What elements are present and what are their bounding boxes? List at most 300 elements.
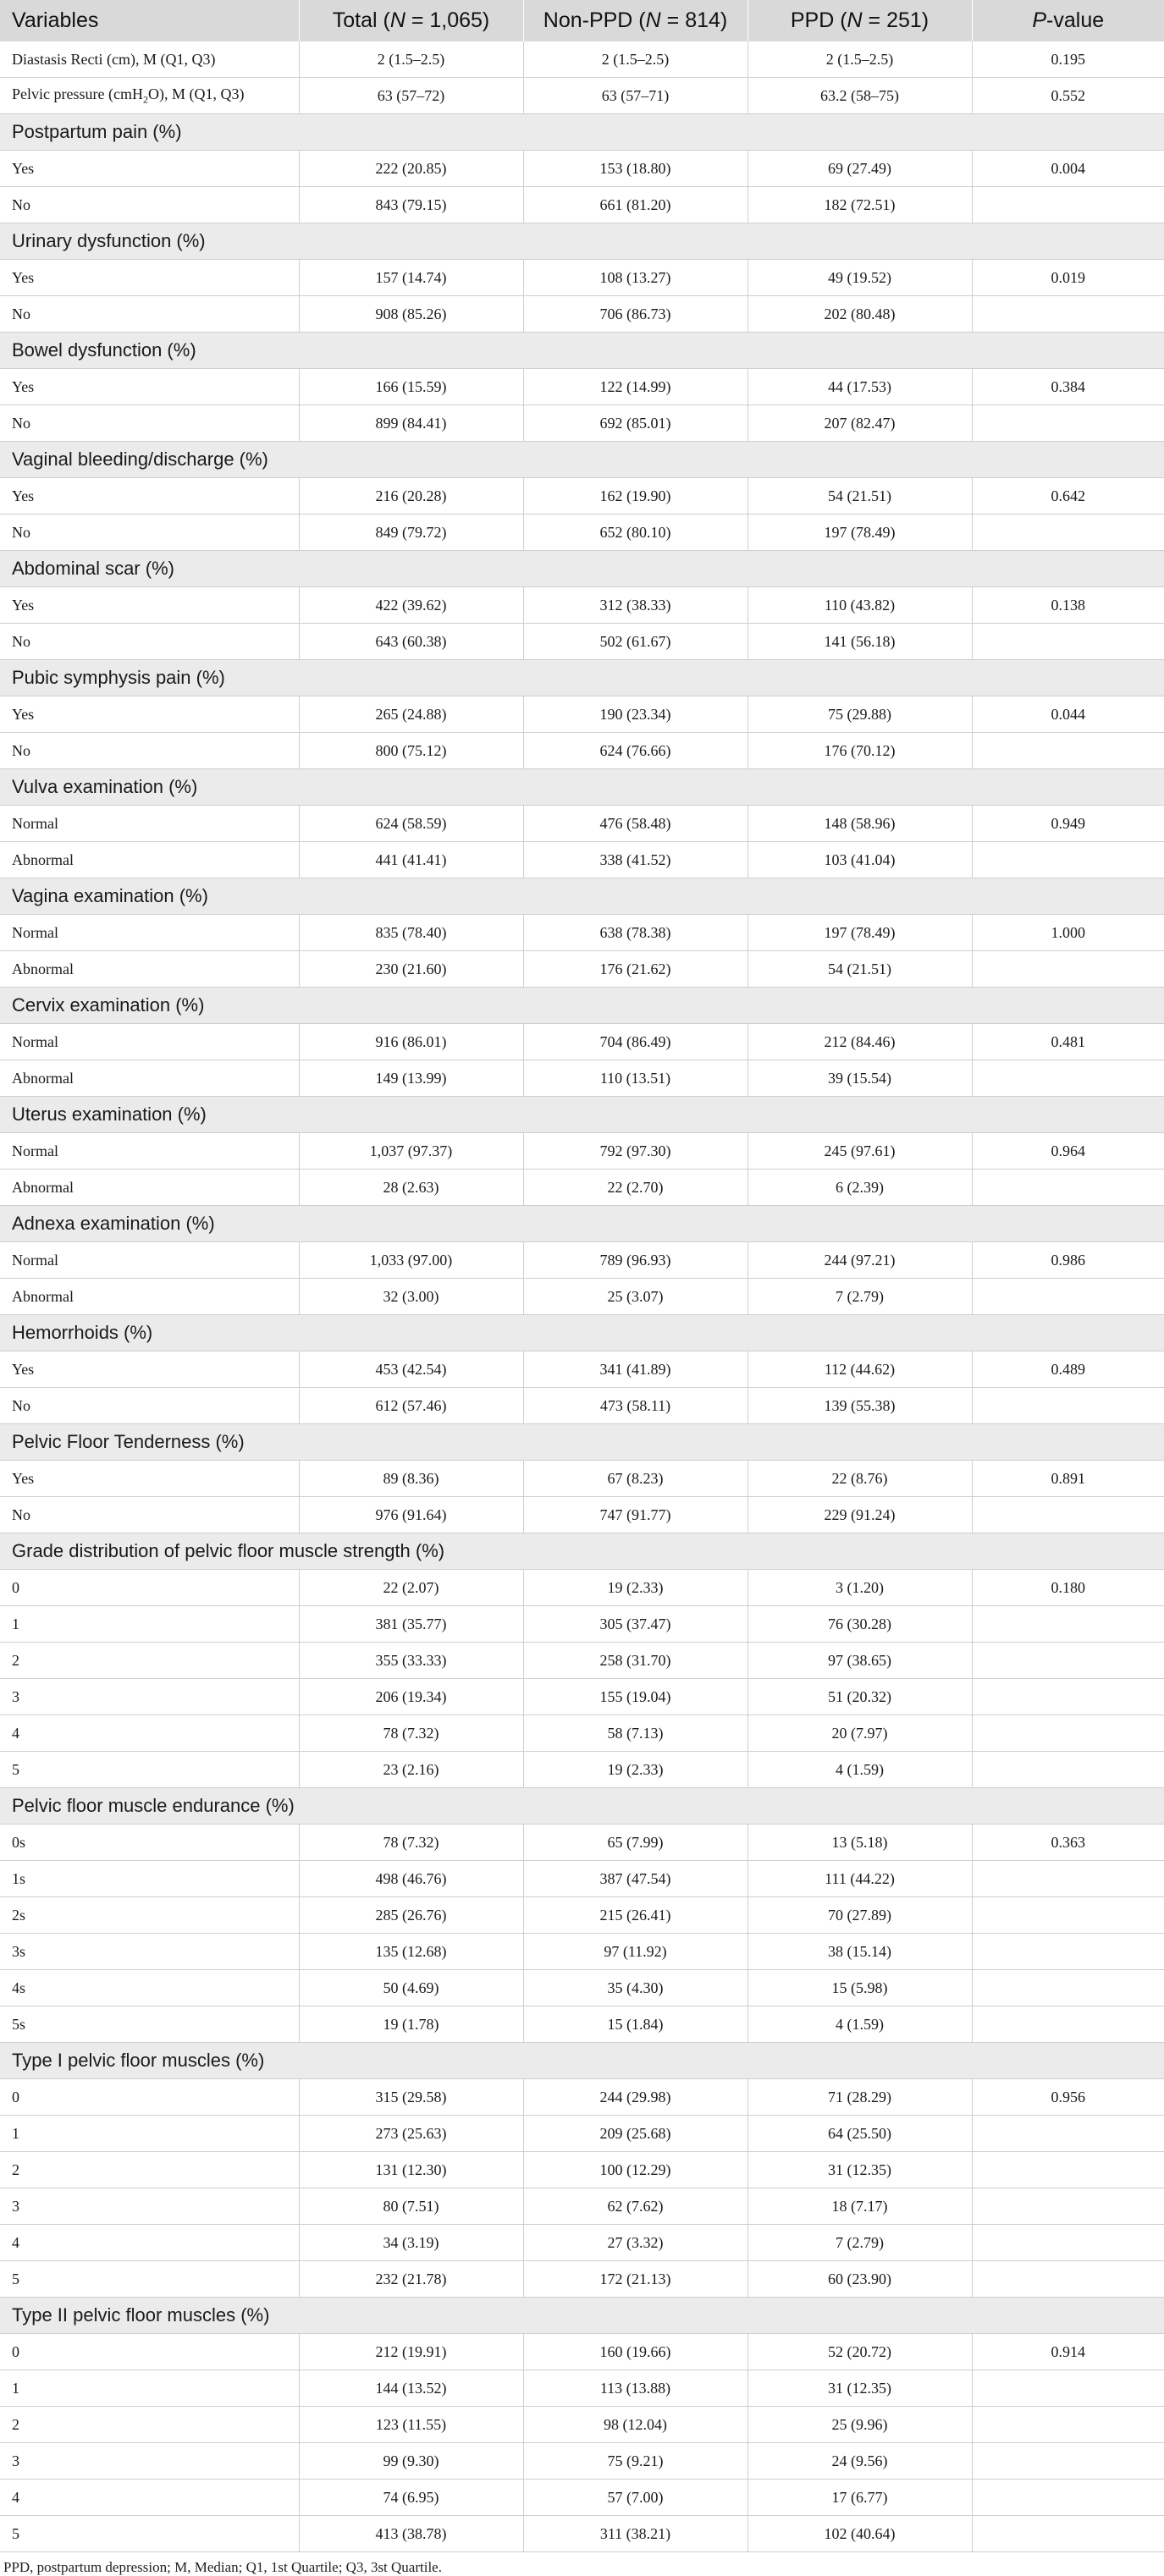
cell-pvalue (972, 2188, 1164, 2225)
section-title: Bowel dysfunction (%) (0, 333, 1164, 369)
table-row (0, 2225, 1164, 2261)
table-row (0, 1861, 1164, 1897)
cell-pvalue: 0.914 (972, 2334, 1164, 2370)
cell-ppd: 110 (43.82) (747, 587, 972, 624)
cell-total: 315 (29.58) (299, 2079, 523, 2116)
cell-ppd: 197 (78.49) (747, 915, 972, 951)
table-body (0, 41, 1164, 2552)
cell-nonppd: 624 (76.66) (523, 733, 747, 769)
table-header (0, 0, 1164, 41)
cell-total: 78 (7.32) (299, 1715, 523, 1752)
section-title: Pubic symphysis pain (%) (0, 660, 1164, 696)
section-title: Type II pelvic floor muscles (%) (0, 2298, 1164, 2334)
cell-ppd: 25 (9.96) (747, 2407, 972, 2443)
cell-total: 612 (57.46) (299, 1388, 523, 1424)
row-label: 2 (0, 2152, 299, 2188)
table-row (0, 1242, 1164, 1279)
cell-pvalue (972, 1897, 1164, 1934)
section-header-row (0, 1315, 1164, 1351)
header-total (299, 0, 523, 41)
section-header-row (0, 114, 1164, 151)
cell-pvalue (972, 2225, 1164, 2261)
header-ppd-a: PPD ( (790, 8, 847, 32)
cell-nonppd: 19 (2.33) (523, 1570, 747, 1606)
cell-total: 63 (57–72) (299, 78, 523, 114)
section-header-row (0, 1097, 1164, 1133)
cell-total: 206 (19.34) (299, 1679, 523, 1715)
table-row (0, 405, 1164, 442)
cell-nonppd: 305 (37.47) (523, 1606, 747, 1643)
table-row (0, 696, 1164, 733)
section-title: Uterus examination (%) (0, 1097, 1164, 1133)
cell-pvalue (972, 733, 1164, 769)
cell-ppd: 97 (38.65) (747, 1643, 972, 1679)
cell-pvalue (972, 187, 1164, 223)
cell-ppd: 49 (19.52) (747, 260, 972, 296)
cell-ppd: 7 (2.79) (747, 1279, 972, 1315)
cell-ppd: 13 (5.18) (747, 1825, 972, 1861)
row-label: 4 (0, 1715, 299, 1752)
table-row (0, 1679, 1164, 1715)
cell-total: 624 (58.59) (299, 806, 523, 842)
row-label: 1 (0, 2116, 299, 2152)
row-label: 1s (0, 1861, 299, 1897)
table-row (0, 733, 1164, 769)
cell-nonppd: 155 (19.04) (523, 1679, 747, 1715)
cell-ppd: 7 (2.79) (747, 2225, 972, 2261)
cell-nonppd: 57 (7.00) (523, 2480, 747, 2516)
cell-ppd: 139 (55.38) (747, 1388, 972, 1424)
cell-nonppd: 338 (41.52) (523, 842, 747, 878)
cell-total: 19 (1.78) (299, 2006, 523, 2043)
row-label: Normal (0, 915, 299, 951)
table-row (0, 41, 1164, 78)
header-ppd-n: N (847, 8, 863, 32)
cell-total: 355 (33.33) (299, 1643, 523, 1679)
cell-nonppd: 19 (2.33) (523, 1752, 747, 1788)
cell-ppd: 60 (23.90) (747, 2261, 972, 2298)
cell-nonppd: 215 (26.41) (523, 1897, 747, 1934)
table-row (0, 1606, 1164, 1643)
cell-ppd: 18 (7.17) (747, 2188, 972, 2225)
section-header-row (0, 1533, 1164, 1570)
header-total-n: N (389, 8, 405, 32)
cell-nonppd: 638 (78.38) (523, 915, 747, 951)
row-label: No (0, 624, 299, 660)
section-title: Postpartum pain (%) (0, 114, 1164, 151)
cell-nonppd: 172 (21.13) (523, 2261, 747, 2298)
table-row (0, 2188, 1164, 2225)
table-row (0, 624, 1164, 660)
row-label: Yes (0, 369, 299, 405)
cell-ppd: 212 (84.46) (747, 1024, 972, 1060)
row-label: Normal (0, 806, 299, 842)
cell-pvalue (972, 2116, 1164, 2152)
table-row (0, 260, 1164, 296)
cell-total: 123 (11.55) (299, 2407, 523, 2443)
cell-pvalue (972, 2370, 1164, 2407)
section-title: Vaginal bleeding/discharge (%) (0, 442, 1164, 478)
row-label-subscript: 2 (142, 93, 148, 106)
cell-ppd: 2 (1.5–2.5) (747, 41, 972, 78)
cell-total: 849 (79.72) (299, 515, 523, 551)
row-label: Normal (0, 1242, 299, 1279)
section-header-row (0, 2298, 1164, 2334)
section-title: Vagina examination (%) (0, 878, 1164, 915)
cell-ppd: 44 (17.53) (747, 369, 972, 405)
cell-pvalue (972, 296, 1164, 333)
cell-nonppd: 153 (18.80) (523, 151, 747, 187)
cell-total: 222 (20.85) (299, 151, 523, 187)
table-row (0, 1388, 1164, 1424)
section-header-row (0, 988, 1164, 1024)
cell-total: 34 (3.19) (299, 2225, 523, 2261)
cell-pvalue: 0.138 (972, 587, 1164, 624)
table-row (0, 1133, 1164, 1170)
table-row (0, 1752, 1164, 1788)
row-label: 5 (0, 2261, 299, 2298)
cell-ppd: 24 (9.56) (747, 2443, 972, 2480)
row-label: Yes (0, 478, 299, 515)
cell-pvalue (972, 1497, 1164, 1533)
cell-total: 230 (21.60) (299, 951, 523, 988)
cell-nonppd: 27 (3.32) (523, 2225, 747, 2261)
cell-total: 99 (9.30) (299, 2443, 523, 2480)
table-row (0, 915, 1164, 951)
cell-nonppd: 2 (1.5–2.5) (523, 41, 747, 78)
table-row (0, 587, 1164, 624)
cell-pvalue: 0.363 (972, 1825, 1164, 1861)
row-label (0, 41, 299, 78)
row-label: 3 (0, 2188, 299, 2225)
cell-total: 232 (21.78) (299, 2261, 523, 2298)
cell-total: 422 (39.62) (299, 587, 523, 624)
cell-nonppd: 162 (19.90) (523, 478, 747, 515)
cell-nonppd: 706 (86.73) (523, 296, 747, 333)
table-row (0, 1643, 1164, 1679)
cell-ppd: 63.2 (58–75) (747, 78, 972, 114)
cell-ppd: 15 (5.98) (747, 1970, 972, 2006)
cell-total: 131 (12.30) (299, 2152, 523, 2188)
cell-ppd: 112 (44.62) (747, 1351, 972, 1388)
cell-pvalue (972, 1679, 1164, 1715)
cell-total: 166 (15.59) (299, 369, 523, 405)
table-row (0, 151, 1164, 187)
cell-total: 976 (91.64) (299, 1497, 523, 1533)
table-row (0, 2006, 1164, 2043)
table-row (0, 1497, 1164, 1533)
cell-nonppd: 63 (57–71) (523, 78, 747, 114)
cell-total: 899 (84.41) (299, 405, 523, 442)
row-label: Yes (0, 587, 299, 624)
cell-nonppd: 97 (11.92) (523, 1934, 747, 1970)
cell-total: 1,037 (97.37) (299, 1133, 523, 1170)
cell-ppd: 141 (56.18) (747, 624, 972, 660)
cell-ppd: 6 (2.39) (747, 1170, 972, 1206)
row-label: 5 (0, 2516, 299, 2552)
cell-nonppd: 15 (1.84) (523, 2006, 747, 2043)
header-nonppd (523, 0, 747, 41)
cell-ppd: 4 (1.59) (747, 1752, 972, 1788)
cell-nonppd: 98 (12.04) (523, 2407, 747, 2443)
cell-nonppd: 747 (91.77) (523, 1497, 747, 1533)
cell-ppd: 176 (70.12) (747, 733, 972, 769)
cell-pvalue (972, 1279, 1164, 1315)
header-p-rest: -value (1046, 8, 1105, 32)
cell-nonppd: 122 (14.99) (523, 369, 747, 405)
header-variables (0, 0, 299, 41)
row-label: No (0, 187, 299, 223)
header-nonppd-a: Non-PPD ( (543, 8, 646, 32)
cell-total: 835 (78.40) (299, 915, 523, 951)
row-label-text: Pelvic pressure (cmH (12, 85, 143, 102)
section-title: Abdominal scar (%) (0, 551, 1164, 587)
table-row (0, 369, 1164, 405)
header-total-b: = 1,065) (405, 8, 490, 32)
cell-ppd: 207 (82.47) (747, 405, 972, 442)
cell-nonppd: 62 (7.62) (523, 2188, 747, 2225)
cell-pvalue (972, 951, 1164, 988)
cell-nonppd: 652 (80.10) (523, 515, 747, 551)
cell-total: 453 (42.54) (299, 1351, 523, 1388)
section-header-row (0, 769, 1164, 806)
table-row (0, 2407, 1164, 2443)
row-label: 4 (0, 2225, 299, 2261)
cell-nonppd: 258 (31.70) (523, 1643, 747, 1679)
row-label: 0 (0, 2079, 299, 2116)
row-label: Abnormal (0, 1060, 299, 1097)
cell-total: 285 (26.76) (299, 1897, 523, 1934)
row-label: 4 (0, 2480, 299, 2516)
cell-nonppd: 476 (58.48) (523, 806, 747, 842)
section-header-row (0, 442, 1164, 478)
cell-pvalue (972, 1861, 1164, 1897)
cell-total: 212 (19.91) (299, 2334, 523, 2370)
cell-ppd: 3 (1.20) (747, 1570, 972, 1606)
table-row (0, 1970, 1164, 2006)
table-row (0, 1715, 1164, 1752)
row-label: 0 (0, 1570, 299, 1606)
row-label: Yes (0, 696, 299, 733)
cell-ppd: 76 (30.28) (747, 1606, 972, 1643)
cell-pvalue (972, 1643, 1164, 1679)
cell-pvalue (972, 2516, 1164, 2552)
cell-pvalue: 0.552 (972, 78, 1164, 114)
section-header-row (0, 1424, 1164, 1461)
cell-total: 2 (1.5–2.5) (299, 41, 523, 78)
cell-total: 89 (8.36) (299, 1461, 523, 1497)
table-row (0, 951, 1164, 988)
cell-pvalue (972, 1970, 1164, 2006)
cell-total: 22 (2.07) (299, 1570, 523, 1606)
cell-pvalue: 0.004 (972, 151, 1164, 187)
row-label: Abnormal (0, 842, 299, 878)
table-row (0, 2480, 1164, 2516)
row-label: 0s (0, 1825, 299, 1861)
cell-ppd: 70 (27.89) (747, 1897, 972, 1934)
cell-ppd: 4 (1.59) (747, 2006, 972, 2043)
table-row (0, 78, 1164, 114)
section-title: Pelvic floor muscle endurance (%) (0, 1788, 1164, 1825)
cell-ppd: 148 (58.96) (747, 806, 972, 842)
row-label (0, 78, 299, 114)
table-row (0, 2261, 1164, 2298)
cell-total: 413 (38.78) (299, 2516, 523, 2552)
table-row (0, 1461, 1164, 1497)
cell-nonppd: 108 (13.27) (523, 260, 747, 296)
cell-pvalue: 0.986 (972, 1242, 1164, 1279)
table-row (0, 1170, 1164, 1206)
cell-pvalue: 0.481 (972, 1024, 1164, 1060)
cell-pvalue: 0.956 (972, 2079, 1164, 2116)
cell-total: 908 (85.26) (299, 296, 523, 333)
table-row (0, 1024, 1164, 1060)
cell-ppd: 51 (20.32) (747, 1679, 972, 1715)
cell-pvalue: 0.195 (972, 41, 1164, 78)
cell-ppd: 38 (15.14) (747, 1934, 972, 1970)
cell-pvalue (972, 2006, 1164, 2043)
cell-ppd: 69 (27.49) (747, 151, 972, 187)
cell-ppd: 39 (15.54) (747, 1060, 972, 1097)
cell-total: 149 (13.99) (299, 1060, 523, 1097)
cell-pvalue (972, 2443, 1164, 2480)
section-title: Type I pelvic floor muscles (%) (0, 2043, 1164, 2079)
cell-total: 441 (41.41) (299, 842, 523, 878)
cell-total: 498 (46.76) (299, 1861, 523, 1897)
cell-ppd: 202 (80.48) (747, 296, 972, 333)
table-row (0, 296, 1164, 333)
cell-pvalue (972, 1606, 1164, 1643)
section-title: Adnexa examination (%) (0, 1206, 1164, 1242)
cell-total: 643 (60.38) (299, 624, 523, 660)
cell-pvalue (972, 1170, 1164, 1206)
row-label: 3s (0, 1934, 299, 1970)
cell-nonppd: 704 (86.49) (523, 1024, 747, 1060)
row-label: 2 (0, 2407, 299, 2443)
section-header-row (0, 1788, 1164, 1825)
cell-pvalue (972, 1934, 1164, 1970)
cell-nonppd: 692 (85.01) (523, 405, 747, 442)
cell-total: 800 (75.12) (299, 733, 523, 769)
cell-ppd: 31 (12.35) (747, 2152, 972, 2188)
table-row (0, 1060, 1164, 1097)
header-variables-text: Variables (12, 8, 99, 32)
cell-ppd: 75 (29.88) (747, 696, 972, 733)
cell-nonppd: 312 (38.33) (523, 587, 747, 624)
row-label: 4s (0, 1970, 299, 2006)
cell-nonppd: 35 (4.30) (523, 1970, 747, 2006)
cell-total: 74 (6.95) (299, 2480, 523, 2516)
cell-nonppd: 502 (61.67) (523, 624, 747, 660)
cell-pvalue: 0.949 (972, 806, 1164, 842)
cell-pvalue: 0.019 (972, 260, 1164, 296)
table-row (0, 187, 1164, 223)
table-row (0, 2079, 1164, 2116)
cell-nonppd: 789 (96.93) (523, 1242, 747, 1279)
cell-pvalue (972, 515, 1164, 551)
cell-total: 78 (7.32) (299, 1825, 523, 1861)
cell-pvalue: 0.384 (972, 369, 1164, 405)
table-row (0, 2116, 1164, 2152)
row-label: 0 (0, 2334, 299, 2370)
cell-ppd: 64 (25.50) (747, 2116, 972, 2152)
table-row (0, 2334, 1164, 2370)
row-label: No (0, 515, 299, 551)
cell-nonppd: 176 (21.62) (523, 951, 747, 988)
cell-nonppd: 792 (97.30) (523, 1133, 747, 1170)
cell-pvalue (972, 2407, 1164, 2443)
row-label: 2s (0, 1897, 299, 1934)
row-label: Abnormal (0, 1170, 299, 1206)
cell-ppd: 54 (21.51) (747, 951, 972, 988)
cell-total: 80 (7.51) (299, 2188, 523, 2225)
cell-nonppd: 209 (25.68) (523, 2116, 747, 2152)
cell-nonppd: 387 (47.54) (523, 1861, 747, 1897)
row-label-text: Diastasis Recti (cm), M (Q1, Q3) (12, 50, 216, 68)
cell-nonppd: 25 (3.07) (523, 1279, 747, 1315)
cell-total: 381 (35.77) (299, 1606, 523, 1643)
section-title: Pelvic Floor Tenderness (%) (0, 1424, 1164, 1461)
cell-ppd: 111 (44.22) (747, 1861, 972, 1897)
cell-nonppd: 58 (7.13) (523, 1715, 747, 1752)
cell-total: 28 (2.63) (299, 1170, 523, 1206)
table-row (0, 515, 1164, 551)
cell-ppd: 20 (7.97) (747, 1715, 972, 1752)
cell-pvalue: 0.964 (972, 1133, 1164, 1170)
header-row (0, 0, 1164, 41)
section-header-row (0, 1206, 1164, 1242)
section-title: Hemorrhoids (%) (0, 1315, 1164, 1351)
row-label: 5 (0, 1752, 299, 1788)
header-pvalue (972, 0, 1164, 41)
cell-nonppd: 110 (13.51) (523, 1060, 747, 1097)
cell-pvalue (972, 2261, 1164, 2298)
cell-nonppd: 160 (19.66) (523, 2334, 747, 2370)
cell-nonppd: 661 (81.20) (523, 187, 747, 223)
row-label: No (0, 296, 299, 333)
row-label: Yes (0, 1461, 299, 1497)
cell-pvalue: 0.044 (972, 696, 1164, 733)
cell-pvalue (972, 1060, 1164, 1097)
cell-ppd: 22 (8.76) (747, 1461, 972, 1497)
table-row (0, 2516, 1164, 2552)
cell-ppd: 102 (40.64) (747, 2516, 972, 2552)
cell-nonppd: 113 (13.88) (523, 2370, 747, 2407)
table-row (0, 2152, 1164, 2188)
cell-total: 1,033 (97.00) (299, 1242, 523, 1279)
cell-pvalue: 0.489 (972, 1351, 1164, 1388)
header-ppd-b: = 251) (862, 8, 930, 32)
header-p: P (1032, 8, 1047, 32)
row-label: No (0, 1388, 299, 1424)
cell-pvalue (972, 405, 1164, 442)
section-title: Grade distribution of pelvic floor muscle strength (%) (0, 1533, 1164, 1570)
cell-total: 843 (79.15) (299, 187, 523, 223)
cell-pvalue (972, 1715, 1164, 1752)
section-header-row (0, 333, 1164, 369)
section-header-row (0, 878, 1164, 915)
cell-nonppd: 190 (23.34) (523, 696, 747, 733)
cell-pvalue (972, 2152, 1164, 2188)
cell-pvalue (972, 842, 1164, 878)
cell-nonppd: 244 (29.98) (523, 2079, 747, 2116)
cell-nonppd: 75 (9.21) (523, 2443, 747, 2480)
cell-pvalue: 0.180 (972, 1570, 1164, 1606)
cell-total: 273 (25.63) (299, 2116, 523, 2152)
table-row (0, 1825, 1164, 1861)
row-label: 3 (0, 2443, 299, 2480)
cell-ppd: 229 (91.24) (747, 1497, 972, 1533)
